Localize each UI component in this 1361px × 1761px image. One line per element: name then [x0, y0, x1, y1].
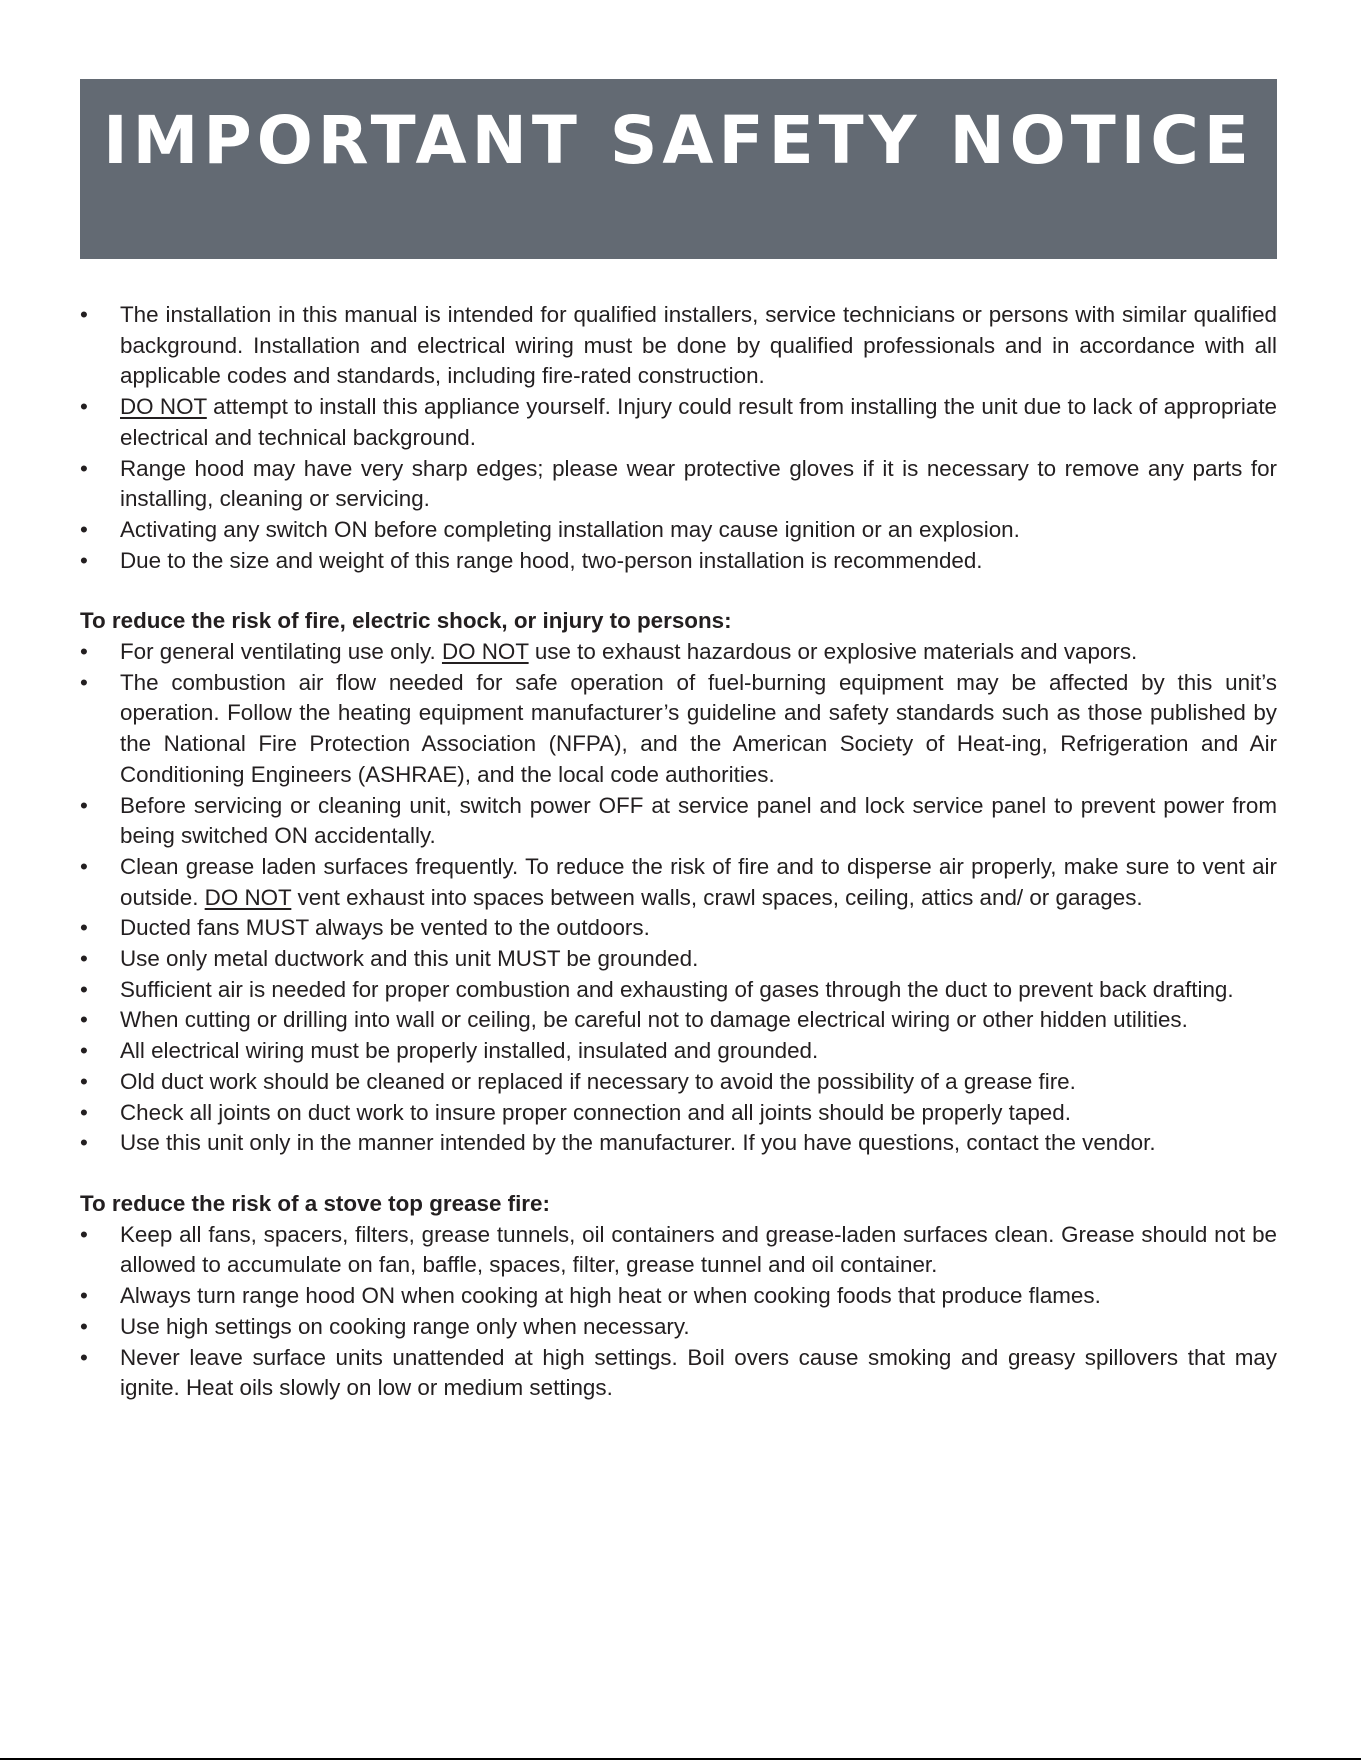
list-item	[80, 637, 1277, 668]
item-text: Check all joints on duct work to insure proper connection and all joints should be properly taped.	[120, 1099, 1071, 1125]
list-item	[80, 1098, 1277, 1129]
item-text: use to exhaust hazardous or explosive materials and vapors.	[528, 639, 1138, 665]
notice-body	[80, 300, 1277, 1404]
item-text: Ducted fans MUST always be vented to the outdoors.	[120, 915, 650, 941]
list-item	[80, 1312, 1277, 1343]
title-banner	[80, 79, 1277, 259]
fire-shock-list	[80, 637, 1277, 1159]
page-bottom-rule	[0, 1758, 1361, 1760]
list-item	[80, 791, 1277, 852]
item-text: When cutting or drilling into wall or ceiling, be careful not to damage electrical wiring or other hidden utilities.	[120, 1007, 1188, 1033]
list-item	[80, 1036, 1277, 1067]
underlined-emphasis: DO NOT	[204, 884, 292, 910]
item-text: Always turn range hood ON when cooking at high heat or when cooking foods that produce flames.	[120, 1283, 1101, 1309]
list-item	[80, 1281, 1277, 1312]
item-text: Activating any switch ON before completing installation may cause ignition or an explosion.	[120, 516, 1020, 542]
item-text: Use high settings on cooking range only when necessary.	[120, 1313, 690, 1339]
item-text: The installation in this manual is intended for qualified installers, service technicians or persons with similar qualified background. Installation and electrical wiring must be done by qualified professionals and in accordance with all applicable codes and standards, including fire-rated construction.	[120, 302, 1277, 389]
item-text: Use this unit only in the manner intended by the manufacturer. If you have questions, contact the vendor.	[120, 1130, 1156, 1156]
page-title: IMPORTANT SAFETY NOTICE	[103, 102, 1254, 179]
item-text: The combustion air flow needed for safe operation of fuel-burning equipment may be affected by this unit’s operation. Follow the heating equipment manufacturer’s guideline and safety standards such as those published by the National Fire Protection Association (NFPA), and the American Society of Heat-ing, Refrigeration and Air Conditioning Engineers (ASHRAE), and the local code authorities.	[120, 669, 1277, 787]
list-item	[80, 1220, 1277, 1281]
item-text: vent exhaust into spaces between walls, crawl spaces, ceiling, attics and/ or garages.	[291, 884, 1143, 910]
list-item	[80, 913, 1277, 944]
item-text: attempt to install this appliance yourself. Injury could result from installing the unit due to lack of appropriate electrical and technical background.	[120, 394, 1277, 450]
item-text: Clean grease laden surfaces frequently. To reduce the risk of fire and to disperse air properly, make sure to vent air outside.	[120, 853, 1277, 910]
list-item	[80, 300, 1277, 392]
list-item	[80, 1343, 1277, 1404]
list-item	[80, 852, 1277, 913]
underlined-emphasis: DO NOT	[120, 394, 207, 420]
list-item	[80, 944, 1277, 975]
list-item	[80, 1128, 1277, 1159]
item-text: All electrical wiring must be properly installed, insulated and grounded.	[120, 1038, 819, 1064]
list-item	[80, 546, 1277, 577]
item-text: Before servicing or cleaning unit, switch power OFF at service panel and lock service panel to prevent power from being switched ON accidentally.	[120, 792, 1277, 849]
list-item	[80, 392, 1277, 453]
fire-shock-heading: To reduce the risk of fire, electric shock, or injury to persons:	[80, 608, 732, 634]
list-item	[80, 515, 1277, 546]
item-text: Never leave surface units unattended at high settings. Boil overs cause smoking and greasy spillovers that may ignite. Heat oils slowly on low or medium settings.	[120, 1344, 1277, 1401]
list-item	[80, 454, 1277, 515]
item-text: Range hood may have very sharp edges; please wear protective gloves if it is necessary to remove any parts for installing, cleaning or servicing.	[120, 455, 1277, 512]
grease-fire-heading: To reduce the risk of a stove top grease fire:	[80, 1190, 550, 1216]
list-item	[80, 1005, 1277, 1036]
list-item	[80, 975, 1277, 1006]
item-text: Use only metal ductwork and this unit MUST be grounded.	[120, 946, 699, 972]
underlined-emphasis: DO NOT	[441, 639, 529, 665]
intro-list	[80, 300, 1277, 576]
list-item	[80, 1067, 1277, 1098]
item-text: Keep all fans, spacers, filters, grease tunnels, oil containers and grease-laden surfaces clean. Grease should not be allowed to accumulate on fan, baffle, spaces, filter, grease tunnel and oil container.	[120, 1221, 1277, 1278]
item-text: Old duct work should be cleaned or replaced if necessary to avoid the possibility of a grease fire.	[120, 1068, 1076, 1094]
item-text: For general ventilating use only.	[120, 639, 442, 665]
item-text: Due to the size and weight of this range hood, two-person installation is recommended.	[120, 547, 983, 573]
grease-fire-list	[80, 1220, 1277, 1404]
list-item	[80, 668, 1277, 791]
item-text: Sufficient air is needed for proper combustion and exhausting of gases through the duct to prevent back drafting.	[120, 976, 1234, 1002]
